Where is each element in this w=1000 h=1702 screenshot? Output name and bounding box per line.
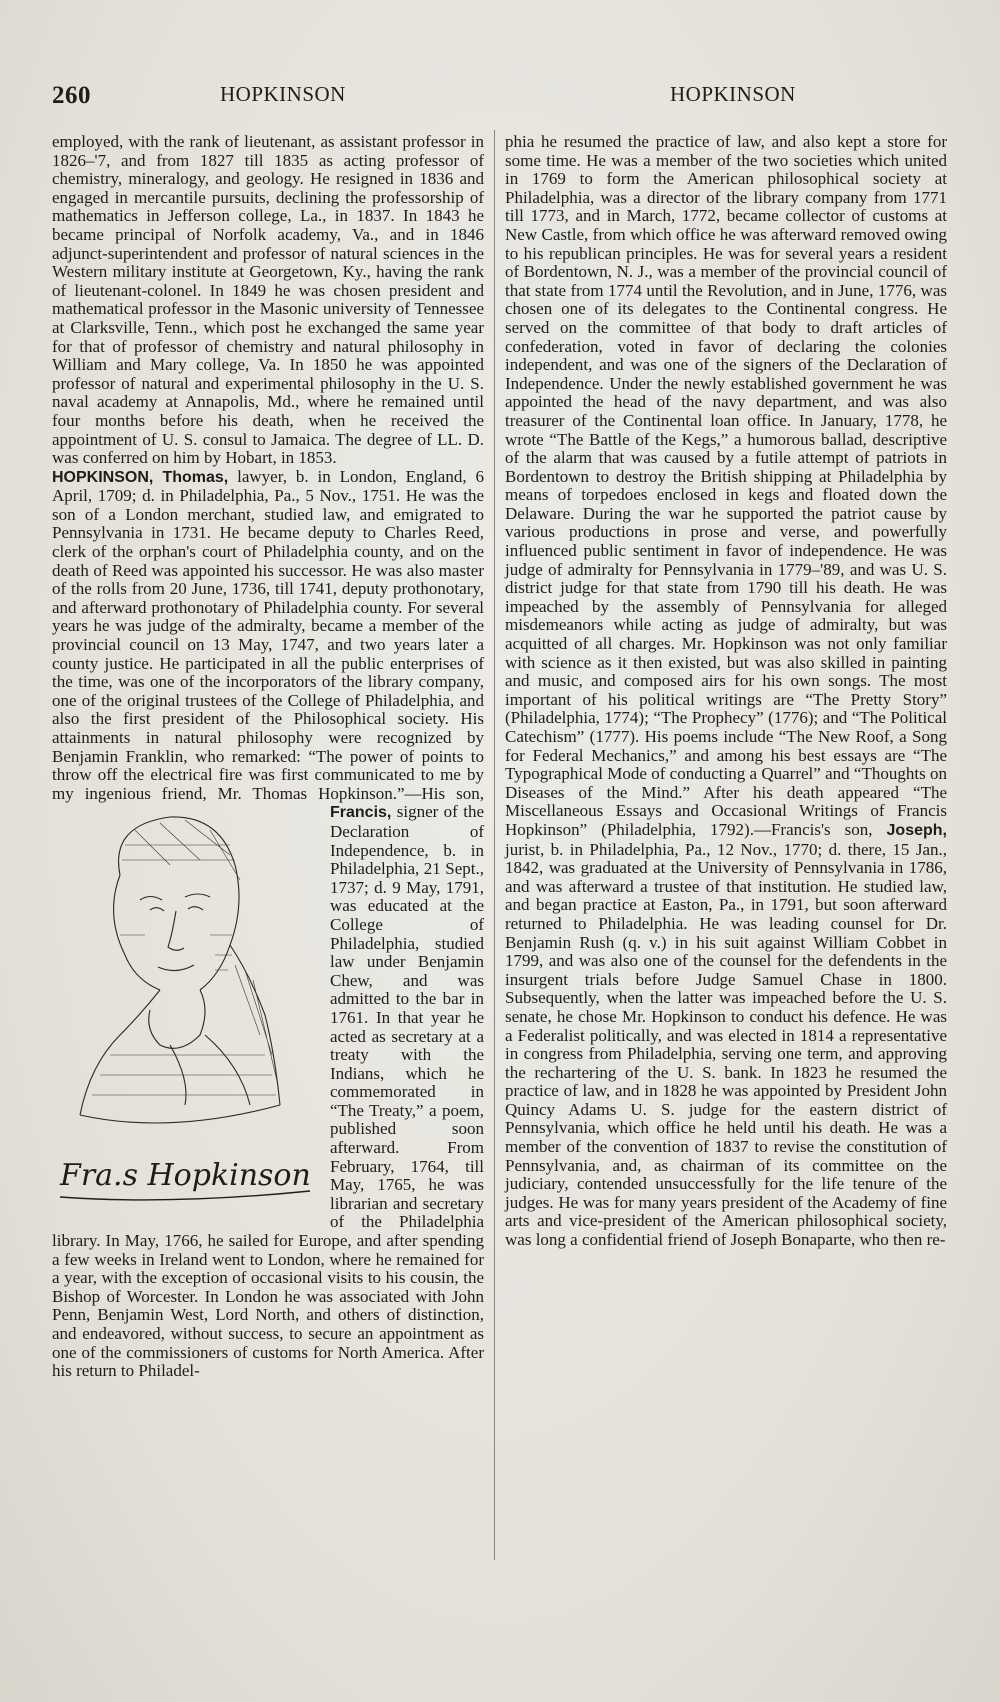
entry-body-francis: signer of the Declaration of Independence, b. in Philadelphia, 21 Sept., 1737; d. 9 May, 1791, was educated at the College of Philadelphia, studied law under Benjamin Chew, and was admitted to the bar in 1761. In that year he acted as secretary at a treaty with the Indians, which he commemorated in “The Treaty,” a poem, published soon afterward. From February, 1764, till May, 1765, he was librarian and secretary of the Philadelphia library. In May, 1766, he sailed for Europe, and after spending a few weeks in Ireland went to London, where he remained for a year, with the exception of occasional visits to his cousin, the Bishop of Worcester. In London he was associated with John Penn, Benjamin West, Lord North, and others of distinction, and endeavored, without success, to secure an appointment as one of the commissioners of customs for North America. After his return to Philadel- bbox=[52, 802, 484, 1381]
right-column bbox=[505, 133, 947, 1250]
entry-name-francis: Francis, bbox=[330, 804, 392, 822]
column-divider bbox=[494, 130, 495, 1560]
page-number: 260 bbox=[52, 82, 91, 109]
entry-text-joseph: jurist, b. in Philadelphia, Pa., 12 Nov., 1770; d. there, 15 Jan., 1842, was graduated at the University of Pennsylvania in 1786, and was afterward a trustee of that institution. He studied law, and began practice at Easton, Pa., in 1791, but soon afterward returned to Philadelphia. He was leading counsel for Dr. Benjamin Rush (q. v.) in his suit against William Cobbet in 1799, and was also one of the counsel for the defendents in the insurgent trials before Judge Samuel Chase in 1800. Subsequently, when the latter was impeached before the U. S. senate, he chose Mr. Hopkinson to conduct his defence. He was a Federalist politically, and was elected in 1814 a representative in congress from Philadelphia, serving one term, and approving the rechartering of the U. S. bank. In 1823 he resumed the practice of law, and in 1828 he was appointed by President John Quincy Adams U. S. judge for the eastern district of Pennsylvania, which office he held until his death. He was a member of the convention of 1837 to revise the constitution of Pennsylvania, and, as chairman of its committee on the judiciary, contended unsuccessfully for the life tenure of the judges. He was for many years president of the Academy of fine arts and vice-president of the American philosophical society, was long a confidential friend of Joseph Bonaparte, who then re- bbox=[505, 839, 947, 1250]
entry-text-francis bbox=[52, 802, 484, 1380]
paragraph-hopkinson-continued: employed, with the rank of lieutenant, as assistant professor in 1826–'7, and from 1827 till 1835 as acting professor of chemistry, mineralogy, and geology. He resigned in 1836 and engaged in mercantile pursuits, declining the professorship of mathematics in Jefferson college, La., in 1837. In 1843 he became principal of Norfolk academy, Va., and in 1846 adjunct-superintendent and professor of natural sciences in the Western military institute at Georgetown, Ky., having the rank of lieutenant-colonel. In 1849 he was chosen president and mathematical professor in the Masonic university of Tennessee at Clarksville, Tenn., which post he exchanged the same year for that of professor of chemistry and natural philosophy in William and Mary college, Va. In 1850 he was appointed professor of natural and experimental philosophy in the U. S. naval academy at Annapolis, Md., where he remained until four months before his death, when he received the appointment of U. S. consul to Jamaica. The degree of LL. D. was conferred on him by Hobart, in 1853. bbox=[52, 132, 484, 468]
entry-name-thomas: HOPKINSON, Thomas, bbox=[52, 468, 229, 486]
running-header-right: HOPKINSON bbox=[670, 82, 796, 106]
portrait-francis-hopkinson bbox=[50, 805, 318, 1225]
entry-text-thomas: lawyer, b. in London, England, 6 April, 1709; d. in Philadelphia, Pa., 5 Nov., 1751. He was the son of a London merchant, studied law, and emigrated to Pennsylvania in 1731. He became deputy to Charles Reed, clerk of the orphan's court of Philadelphia county, and on the death of Reed was appointed his successor. He was also master of the rolls from 20 June, 1736, till 1741, deputy prothonotary, and afterward prothonotary of Philadelphia county. For several years he was judge of the admiralty, became a member of the provincial council on 13 May, 1747, and two years later a county justice. He participated in all the public enterprises of the time, was one of the incorporators of the library company, one of the original trustees of the College of Philadelphia, and also the first president of the Philosophical society. His attainments in natural philosophy were recognized by Benjamin Franklin, who remarked: “The power of points to throw off the electrical fire was first communicated to me by my ingenious friend, Mr. Thomas Hopkinson.”—His son, bbox=[52, 466, 484, 803]
paragraph-francis-continued bbox=[505, 133, 947, 1250]
portrait-engraving bbox=[50, 805, 318, 1225]
signature-text: Fra.s Hopkinson bbox=[60, 1158, 311, 1194]
left-column bbox=[52, 133, 484, 1381]
entry-text-francis-cont: phia he resumed the practice of law, and also kept a store for some time. He was a member of the two societies which united in 1769 to form the American philosophical society at Philadelphia, was a director of the library company from 1771 till 1773, and in March, 1772, became collector of customs at New Castle, from which office he was afterward removed owing to his republican principles. He was for several years a resident of Bordentown, N. J., was a member of the provincial council of that state from 1774 until the Revolution, and in June, 1776, was chosen one of its delegates to the Continental congress. He served on the committee of that body to draft articles of confederation, voted in favor of declaring the colonies independent, and was one of the signers of the Declaration of Independence. Under the newly established government he was appointed the head of the navy department, and was also treasurer of the Continental loan office. In January, 1778, he wrote “The Battle of the Kegs,” a humorous ballad, descriptive of the alarm that was caused by a futile attempt of patriots in Bordentown to destroy the British shipping at Philadelphia by means of torpedoes enclosed in kegs and floated down the Delaware. During the war he supported the patriot cause by various productions in prose and verse, and powerfully influenced public sentiment in favor of independence. He was judge of admiralty for Pennsylvania in 1779–'89, and was U. S. district judge for that state from 1790 till his death. He was impeached by the assembly of Pennsylvania for alleged misdemeanors while acting as judge of admiralty, but was acquitted of all charges. Mr. Hopkinson was not only familiar with science as it then existed, but was also skilled in painting and music, and composed airs for his own songs. The most important of his political writings are “The Pretty Story” (Philadelphia, 1774); “The Prophecy” (1776); and “The Political Catechism” (1777). His poems include “The New Roof, a Song for Federal Mechanics,” and among his best essays are “The Typographical Mode of conducting a Quarrel” and “Thoughts on Diseases of the Mind.” After his death appeared “The Miscellaneous Essays and Occasional Writings of Francis Hopkinson” (Philadelphia, 1792).—Francis's son, bbox=[505, 132, 947, 839]
paragraph-thomas-hopkinson bbox=[52, 468, 484, 1381]
entry-name-joseph: Joseph, bbox=[886, 821, 947, 839]
running-header-left: HOPKINSON bbox=[220, 82, 346, 106]
